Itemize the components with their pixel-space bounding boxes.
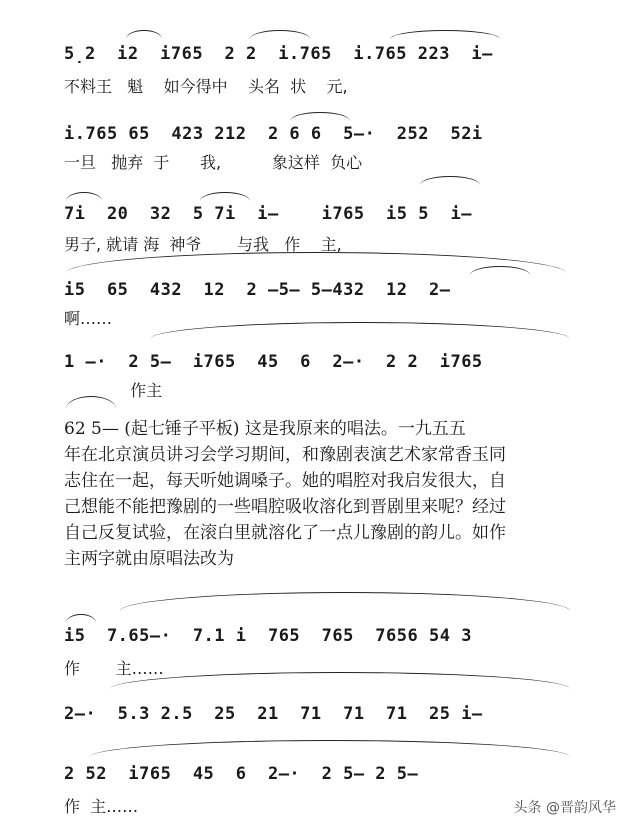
notation-line-3: 7i 20 32 5 7i i— i765 i5 5 i— [64,204,472,224]
notation-line-5: 1 —· 2 5— i765 45 6 2—· 2 2 i765 [64,352,483,372]
watermark: 头条 @晋韵风华 [508,795,622,819]
lyrics-line-2: 一旦 抛弃 于 我, 象这样 负心 [64,153,363,172]
lyrics-line-4: 啊…… [64,309,113,328]
notation-line-7: 2—· 5.3 2.5 25 21 71 71 71 25 i— [64,704,483,724]
lyrics-line-8: 作 主…… [64,797,139,816]
notation-line-6: i5 7.65—· 7.1 i 765 765 7656 54 3 [64,626,472,646]
prose-line: 62 5— (起七锤子平板) 这是我原来的唱法。一九五五 [64,419,466,439]
prose-line: 自己反复试验，在滚白里就溶化了一点儿豫剧的韵儿。如作 [64,523,506,543]
notation-line-2: i.765 65 423 212 2 6 6 5—· 252 52i [64,124,483,144]
prose-line: 主两字就由原唱法改为 [64,549,234,569]
prose-line: 己想能不能把豫剧的一些唱腔吸收溶化到晋剧里来呢？经过 [64,497,506,517]
lyrics-line-5: 作主 [64,381,163,400]
notation-line-4: i5 65 432 12 2 —5— 5—432 12 2— [64,280,451,300]
notation-line-1: 5̣2 i2 i765 2 2 i.765 i.765 223 i— [64,44,493,64]
prose-line: 志住在一起，每天听她调嗓子。她的唱腔对我启发很大，自 [64,471,506,491]
prose-paragraph [64,416,584,572]
lyrics-line-3: 男子, 就请 海 神爷 与我 作 主, [64,235,342,254]
lyrics-line-6: 作 主…… [64,659,164,678]
prose-line: 年在北京演员讲习会学习期间，和豫剧表演艺术家常香玉同 [64,445,506,465]
lyrics-line-1: 不料王 魁 如今得中 头名 状 元, [64,77,348,96]
notation-line-8: 2 52 i765 45 6 2—· 2 5— 2 5— [64,764,419,784]
